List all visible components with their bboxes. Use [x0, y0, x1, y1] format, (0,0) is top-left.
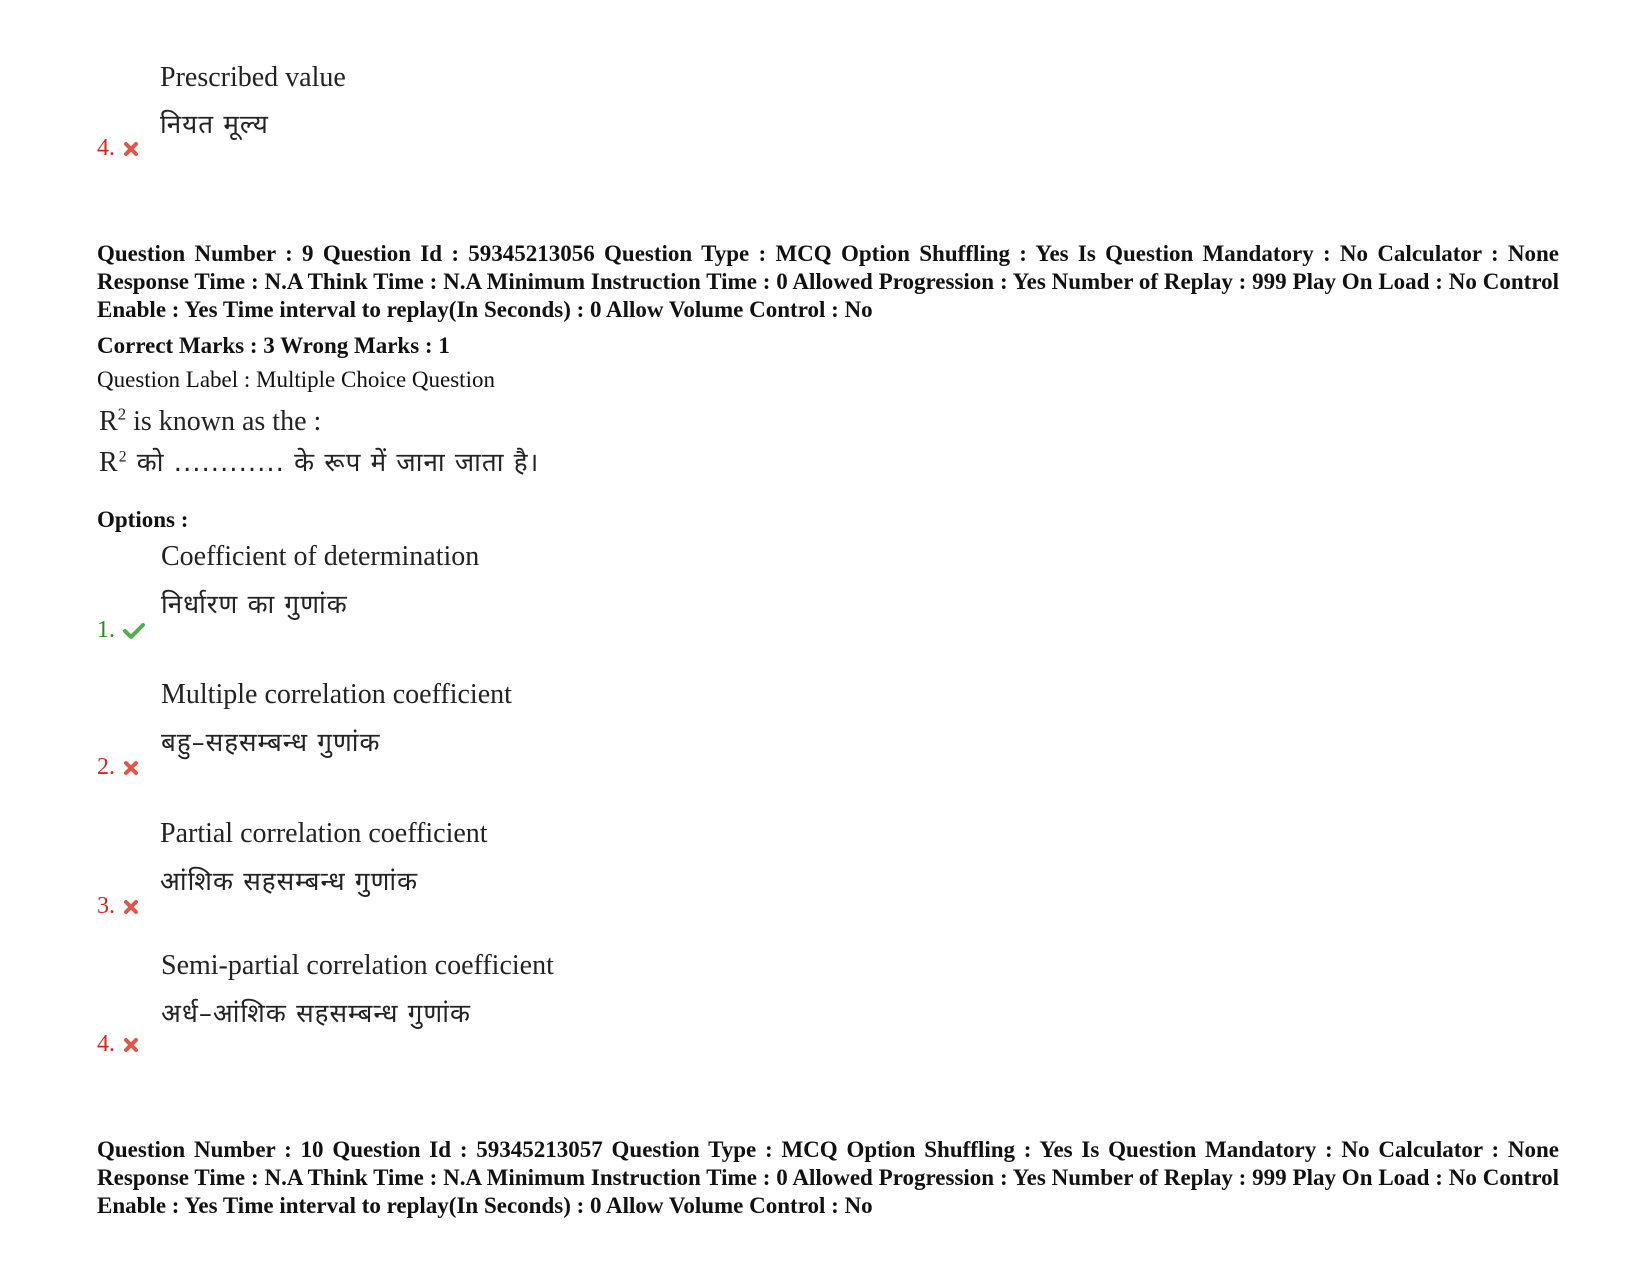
- options-heading: Options :: [97, 507, 189, 532]
- option-2-english: Multiple correlation coefficient: [161, 679, 512, 710]
- question-9-stem-english: [99, 406, 321, 438]
- prev-option-4-english: Prescribed value: [160, 62, 346, 93]
- prev-option-4-hindi: नियत मूल्य: [160, 110, 269, 140]
- option-4-marker: [97, 1030, 139, 1058]
- option-number: 4.: [97, 1031, 115, 1057]
- option-2-hindi: बहु–सहसम्बन्ध गुणांक: [161, 728, 381, 758]
- stem-symbol-hi: R: [99, 447, 119, 478]
- option-1-hindi: निर्धारण का गुणांक: [161, 590, 348, 620]
- question-9-meta: Question Number : 9 Question Id : 59345213056 Question Type : MCQ Option Shuffling : Yes Is Question Mandatory : No Calculator : None Response Time : N.A Think Time : N.A Minimum Instruction Time : 0 Allowed Progression : Yes Number of Replay : 999 Play On Load : No Control Enable : Yes Time interval to replay(In Seconds) : 0 Allow Volume Control : No: [97, 241, 1559, 322]
- option-number: 1.: [97, 617, 115, 643]
- option-4-english: Semi-partial correlation coefficient: [161, 950, 554, 981]
- option-number: 4.: [97, 135, 115, 161]
- stem-superscript: 2: [117, 404, 127, 424]
- prev-option-4-marker: [97, 134, 139, 162]
- question-10-meta: Question Number : 10 Question Id : 59345213057 Question Type : MCQ Option Shuffling : Yes Is Question Mandatory : No Calculator : None Response Time : N.A Think Time : N.A Minimum Instruction Time : 0 Allowed Progression : Yes Number of Replay : 999 Play On Load : No Control Enable : Yes Time interval to replay(In Seconds) : 0 Allow Volume Control : No: [97, 1137, 1559, 1218]
- option-1-marker: [97, 616, 145, 644]
- option-2-marker: [97, 753, 139, 781]
- stem-superscript-hi: 2: [118, 448, 128, 466]
- stem-symbol: R: [99, 406, 118, 437]
- cross-icon: [123, 136, 139, 152]
- cross-icon: [123, 1032, 139, 1048]
- option-4-hindi: अर्ध–आंशिक सहसम्बन्ध गुणांक: [161, 999, 471, 1029]
- option-number: 2.: [97, 754, 115, 780]
- option-1-english: Coefficient of determination: [161, 541, 480, 572]
- cross-icon: [123, 894, 139, 910]
- option-3-marker: [97, 892, 139, 920]
- option-3-english: Partial correlation coefficient: [160, 818, 488, 849]
- stem-english-text: is known as the :: [126, 406, 322, 437]
- stem-hindi-text: के रूप में जाना जाता है।: [294, 448, 540, 478]
- cross-icon: [123, 755, 139, 771]
- check-icon: [123, 618, 145, 634]
- question-9-marks: Correct Marks : 3 Wrong Marks : 1: [97, 333, 450, 358]
- question-9-label: Question Label : Multiple Choice Question: [97, 367, 495, 392]
- option-3-hindi: आंशिक सहसम्बन्ध गुणांक: [160, 867, 419, 897]
- stem-hindi-mid: को ............: [127, 448, 295, 478]
- option-number: 3.: [97, 893, 115, 919]
- question-9-stem-hindi: [99, 446, 539, 480]
